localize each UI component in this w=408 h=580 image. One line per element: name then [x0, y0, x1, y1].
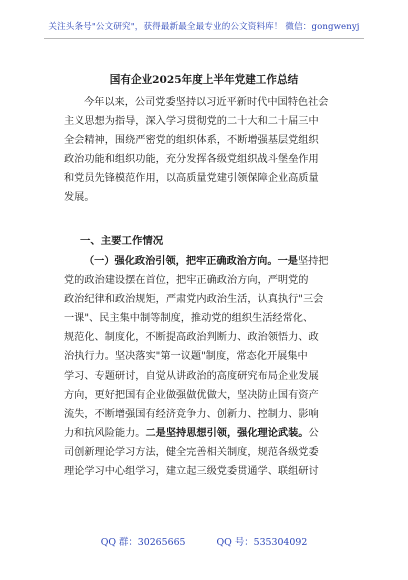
body-line: 学习、专题研讨，自觉从讲政治的高度研究布局企业发展 [64, 370, 319, 382]
body-line [64, 424, 347, 443]
intro-line: 和党员先锋模范作用，以高质量党建引领保障企业高质量 [64, 173, 319, 185]
body-text: 坚持把 [297, 256, 329, 267]
point-one-lead: 一是 [277, 255, 298, 267]
body-line: 司创新理论学习方法，健全完善相关制度，规范各级党委 [64, 446, 319, 458]
body-line [64, 252, 347, 271]
footer-qq-number: QQ 号：535304092 [216, 537, 308, 548]
body-line: 规范化、制度化，不断提高政治判断力、政治领悟力、政 [64, 332, 319, 344]
body-text: 公 [308, 427, 319, 439]
sub-heading: （一）强化政治引领，把牢正确政治方向。 [84, 255, 278, 267]
body-line: 一课"、民主集中制等制度，推动党的组织生活经常化、 [64, 313, 314, 325]
body-text: 力和抗风险能力。 [64, 427, 146, 439]
point-two-lead: 二是坚持思想引领，强化理论武装。 [145, 426, 309, 439]
document-title: 国有企业2025年度上半年党建工作总结 [109, 74, 299, 86]
header-promo-note: 关注头条号"公文研究"，获得最新最全最专业的公文资料库！ 微信：gongwenyj [48, 22, 360, 32]
intro-line: 政治功能和组织功能，充分发挥各级党组织战斗堡垒作用 [64, 154, 319, 166]
intro-line: 今年以来，公司党委坚持以习近平新时代中国特色社会 [84, 97, 329, 108]
body-line: 党的政治建设摆在首位，把牢正确政治方向，严明党的 [64, 275, 309, 287]
intro-line: 全会精神，围绕严密党的组织体系，不断增强基层党组织 [64, 135, 319, 147]
intro-paragraph [64, 93, 347, 208]
header-divider [44, 38, 364, 39]
footer-contact [0, 534, 408, 548]
body-line: 理论学习中心组学习，建立起三级党委贯通学、联组研讨 [64, 466, 319, 478]
body-line: 流失，不断增强国有经济竞争力、创新力、控制力、影响 [64, 408, 319, 420]
intro-line: 发展。 [64, 192, 95, 204]
body-line: 政治纪律和政治规矩，严肃党内政治生活，认真执行"三会 [64, 294, 324, 306]
body-line: 方向，更好把国有企业做强做优做大，坚决防止国有资产 [64, 389, 319, 401]
intro-line: 主义思想为指导，深入学习贯彻党的二十大和二十届三中 [64, 116, 319, 128]
body-paragraph [64, 252, 347, 481]
section-heading: 一、主要工作情况 [80, 235, 164, 247]
footer-qq-group: QQ 群：30265665 [100, 537, 186, 548]
body-line: 治执行力。坚决落实"第一议题"制度，常态化开展集中 [64, 351, 308, 363]
